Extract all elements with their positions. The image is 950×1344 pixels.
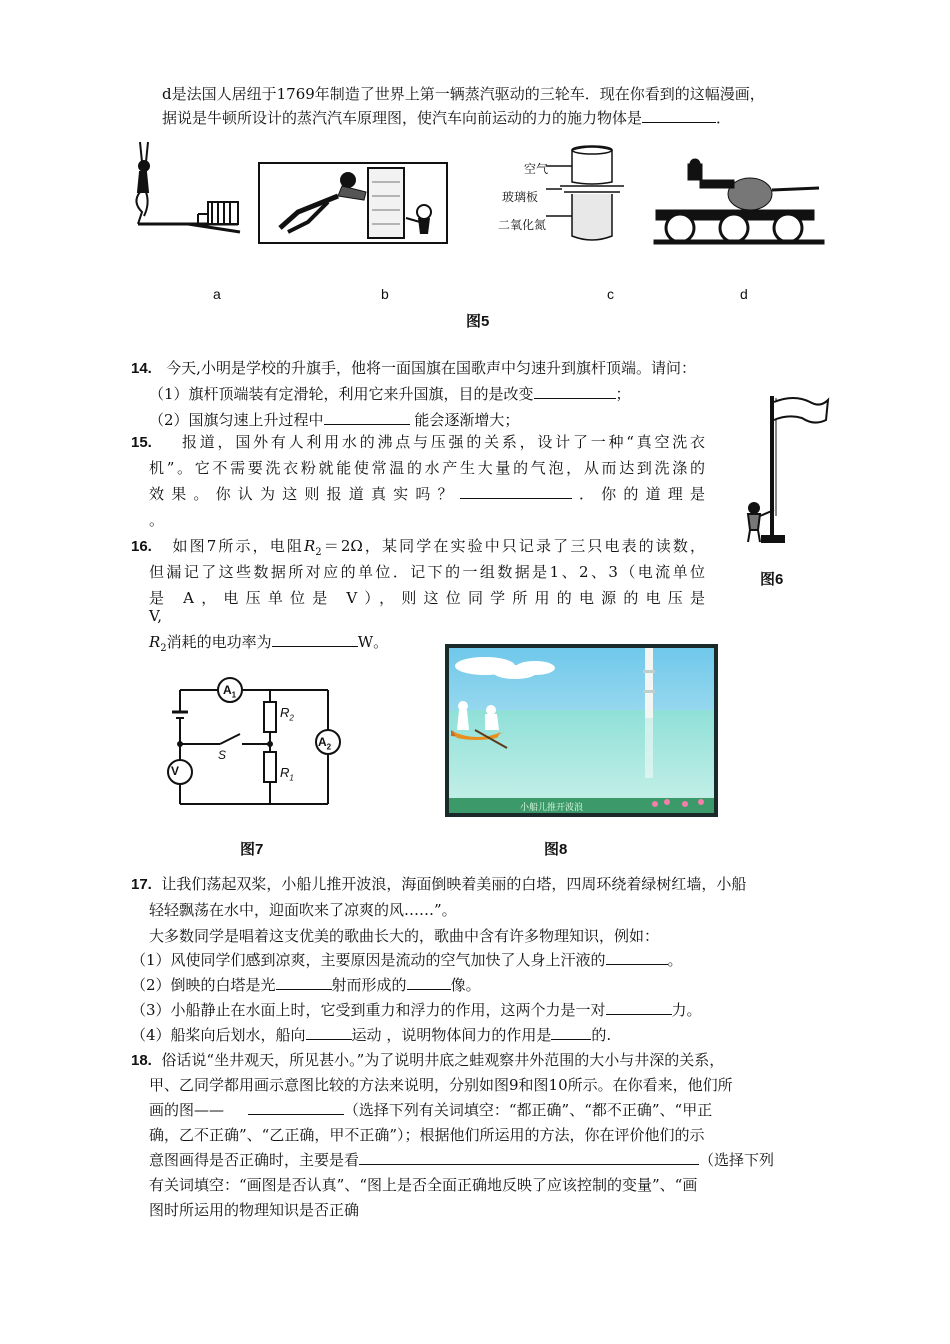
figure-5-caption: 图5 — [466, 313, 490, 330]
question-15-line-4: 。 — [149, 511, 165, 529]
figure-6-caption: 图6 — [760, 571, 784, 588]
answer-blank[interactable] — [272, 632, 358, 647]
a1-symbol: A — [223, 683, 232, 697]
question-number: 18. — [131, 1052, 152, 1069]
question-14-part-1 — [149, 384, 631, 404]
question-14-part-2-text: （2）国旗匀速上升过程中 — [149, 411, 324, 429]
question-15-text-3a: 效果。你认为这则报道真实吗？ — [149, 485, 460, 503]
question-16-line-5 — [149, 632, 388, 659]
question-15-line-1 — [131, 432, 705, 453]
question-14-part-1-end: ； — [615, 385, 631, 403]
question-18-line-4: 确，乙不正确”、“乙正确，甲不正确”）；根据他们所运用的方法，你在评价他们的示 — [149, 1126, 705, 1144]
answer-blank[interactable] — [306, 1025, 352, 1040]
answer-blank[interactable] — [460, 484, 572, 499]
question-17-line-1 — [131, 874, 746, 895]
figure-7-ammeter-a1-label — [223, 683, 236, 699]
question-14-text: 今天,小明是学校的升旗手，他将一面国旗在国歌声中匀速升到旗杆顶端。请问： — [166, 359, 696, 377]
answer-blank[interactable] — [606, 950, 668, 965]
question-17-line-3: 大多数同学是唱着这支优美的歌曲长大的，歌曲中含有许多物理知识，例如： — [149, 927, 660, 945]
question-17-part-1-text: （1）风使同学们感到凉爽，主要原因是流动的空气加快了人身上汗液的 — [131, 951, 606, 969]
answer-blank[interactable] — [324, 410, 410, 425]
question-17-text-1: 让我们荡起双桨，小船儿推开波浪，海面倒映着美丽的白塔，四周环绕着绿树红墙，小船 — [161, 875, 747, 893]
figure-6-flagpole-image — [738, 390, 834, 546]
intro-line-2-text: 据说是牛顿所设计的蒸汽汽车原理图，使汽车向前运动的力的施力物体是 — [162, 109, 643, 127]
question-18-text-5b: （选择下列 — [699, 1151, 775, 1169]
answer-blank[interactable] — [248, 1100, 344, 1115]
a2-symbol: A — [318, 735, 327, 749]
r1-symbol: R — [280, 765, 290, 780]
figure-7-switch-label: S — [218, 748, 227, 762]
answer-blank[interactable] — [276, 975, 332, 990]
question-18-line-6: 有关词填空：“画图是否认真”、“图上是否全面正确地反映了应该控制的变量”、“画 — [149, 1176, 698, 1194]
question-number: 14. — [131, 360, 152, 377]
r2-subscript: 2 — [315, 547, 322, 558]
question-16-text-5: 消耗的电功率为 — [166, 633, 272, 651]
question-17-part-2 — [131, 975, 481, 995]
figure-8-boat-lake-image — [445, 644, 718, 817]
r2-symbol: R — [280, 705, 290, 720]
a2-subscript: 2 — [326, 742, 332, 752]
answer-blank[interactable] — [359, 1150, 699, 1165]
r2-symbol: R — [303, 537, 316, 555]
intro-line-2 — [162, 108, 731, 128]
figure-8-banner-text: 小船儿推开波浪 — [520, 802, 584, 812]
question-18-text-3b: （选择下列有关词填空：“都正确”、“都不正确”、“甲正 — [343, 1101, 713, 1119]
figure-5c-label-glass: 玻璃板 — [502, 190, 539, 204]
question-17-part-4-text-b: 运动 ，说明物体间力的作用是 — [351, 1026, 552, 1044]
figure-5c-label-air: 空气 — [524, 162, 549, 176]
intro-line-2-end: ． — [716, 109, 732, 127]
question-16-line-1 — [131, 536, 705, 563]
question-14-part-2 — [149, 410, 519, 430]
figure-7-r2-label — [280, 705, 294, 723]
question-18-text-5a: 意图画得是否正确时，主要是看 — [149, 1151, 360, 1169]
figure-8-caption: 图8 — [544, 841, 568, 858]
answer-blank[interactable] — [642, 108, 716, 123]
question-18-line-5 — [149, 1150, 774, 1170]
figure-5c-gas-jars-image — [550, 146, 640, 246]
figure-5c-label-no2: 二氧化氮 — [498, 218, 547, 232]
answer-blank[interactable] — [534, 384, 616, 399]
figure-5-label-c: c — [607, 286, 614, 302]
question-16-text-5-end: W。 — [357, 633, 389, 651]
question-18-text-1: 俗话说“坐井观天，所见甚小。”为了说明井底之蛙观察井外范围的大小与井深的关系， — [161, 1051, 725, 1069]
question-18-line-7: 图时所运用的物理知识是否正确 — [149, 1201, 360, 1219]
r2-subscript: 2 — [160, 643, 167, 654]
question-18-line-2: 甲、乙同学都用画示意图比较的方法来说明，分别如图9和图10所示。在你看来，他们所 — [149, 1076, 733, 1094]
answer-blank[interactable] — [551, 1025, 591, 1040]
figure-5-label-a: a — [213, 286, 221, 302]
question-17-part-4 — [131, 1025, 611, 1045]
figure-7-r1-label — [280, 765, 294, 783]
r2-subscript: 2 — [289, 713, 294, 723]
r1-subscript: 1 — [289, 773, 294, 783]
figure-7-voltmeter-label: V — [171, 764, 180, 778]
question-15-line-2: 机”。它不需要洗衣粉就能使常温的水产生大量的气泡，从而达到洗涤的 — [149, 459, 705, 477]
answer-blank[interactable] — [606, 1000, 672, 1015]
question-number: 16. — [131, 538, 152, 555]
question-16-text-1b: ＝2Ω，某同学在实验中只记录了三只电表的读数， — [321, 537, 706, 555]
question-15-text-1: 报道，国外有人利用水的沸点与压强的关系，设计了一种“真空洗衣 — [182, 433, 706, 451]
question-14-part-1-text: （1）旗杆顶端装有定滑轮，利用它来升国旗，目的是改变 — [149, 385, 534, 403]
figure-7-ammeter-a2-label — [318, 735, 331, 751]
question-17-part-2-text-c: 像。 — [450, 976, 481, 994]
question-16-line-2: 但漏记了这些数据所对应的单位．记下的一组数据是1、2、3（电流单位 — [149, 563, 705, 581]
question-15-text-3b: ．你的道理是 — [571, 485, 705, 503]
question-18-line-3 — [149, 1100, 712, 1120]
question-16-text-1: 如图7所示，电阻 — [172, 537, 304, 555]
question-18-line-1 — [131, 1050, 724, 1071]
answer-blank[interactable] — [407, 975, 451, 990]
question-17-part-2-text-b: 射而形成的 — [331, 976, 407, 994]
a1-subscript: 1 — [231, 690, 237, 700]
question-15-line-3 — [149, 484, 705, 504]
figure-5-label-d: d — [740, 286, 748, 302]
r2-symbol: R — [149, 633, 161, 651]
question-16-line-3: 是 A，电压单位是 V），则这位同学所用的电源的电压是 — [149, 589, 705, 607]
question-17-part-1 — [131, 950, 683, 970]
figure-7-caption: 图7 — [240, 841, 264, 858]
question-14-part-2-end: 能会逐渐增大； — [414, 411, 520, 429]
figure-5a-diver-image — [128, 140, 248, 240]
figure-5d-steam-car-image — [654, 160, 824, 244]
question-17-line-2: 轻轻飘荡在水中，迎面吹来了凉爽的风……”。 — [149, 901, 457, 919]
question-18-text-3a: 画的图—— — [149, 1101, 225, 1119]
question-16-line-4: V, — [149, 607, 162, 625]
figure-5b-door-image — [258, 162, 448, 244]
question-17-part-1-end: 。 — [667, 951, 683, 969]
figure-5-label-b: b — [381, 286, 389, 302]
question-14-stem — [131, 358, 696, 379]
question-17-part-4-text-a: （4）船桨向后划水，船向 — [131, 1026, 306, 1044]
question-17-part-3-end: 力。 — [671, 1001, 702, 1019]
question-17-part-2-text-a: （2）倒映的白塔是光 — [131, 976, 276, 994]
question-17-part-3 — [131, 1000, 702, 1020]
question-17-part-4-text-c: 的. — [591, 1026, 612, 1044]
question-17-part-3-text: （3）小船静止在水面上时，它受到重力和浮力的作用，这两个力是一对 — [131, 1001, 606, 1019]
question-number: 17. — [131, 876, 152, 893]
question-number: 15. — [131, 434, 152, 451]
intro-line-1: d是法国人居纽于1769年制造了世界上第一辆蒸汽驱动的三轮车．现在你看到的这幅漫画， — [162, 85, 765, 103]
